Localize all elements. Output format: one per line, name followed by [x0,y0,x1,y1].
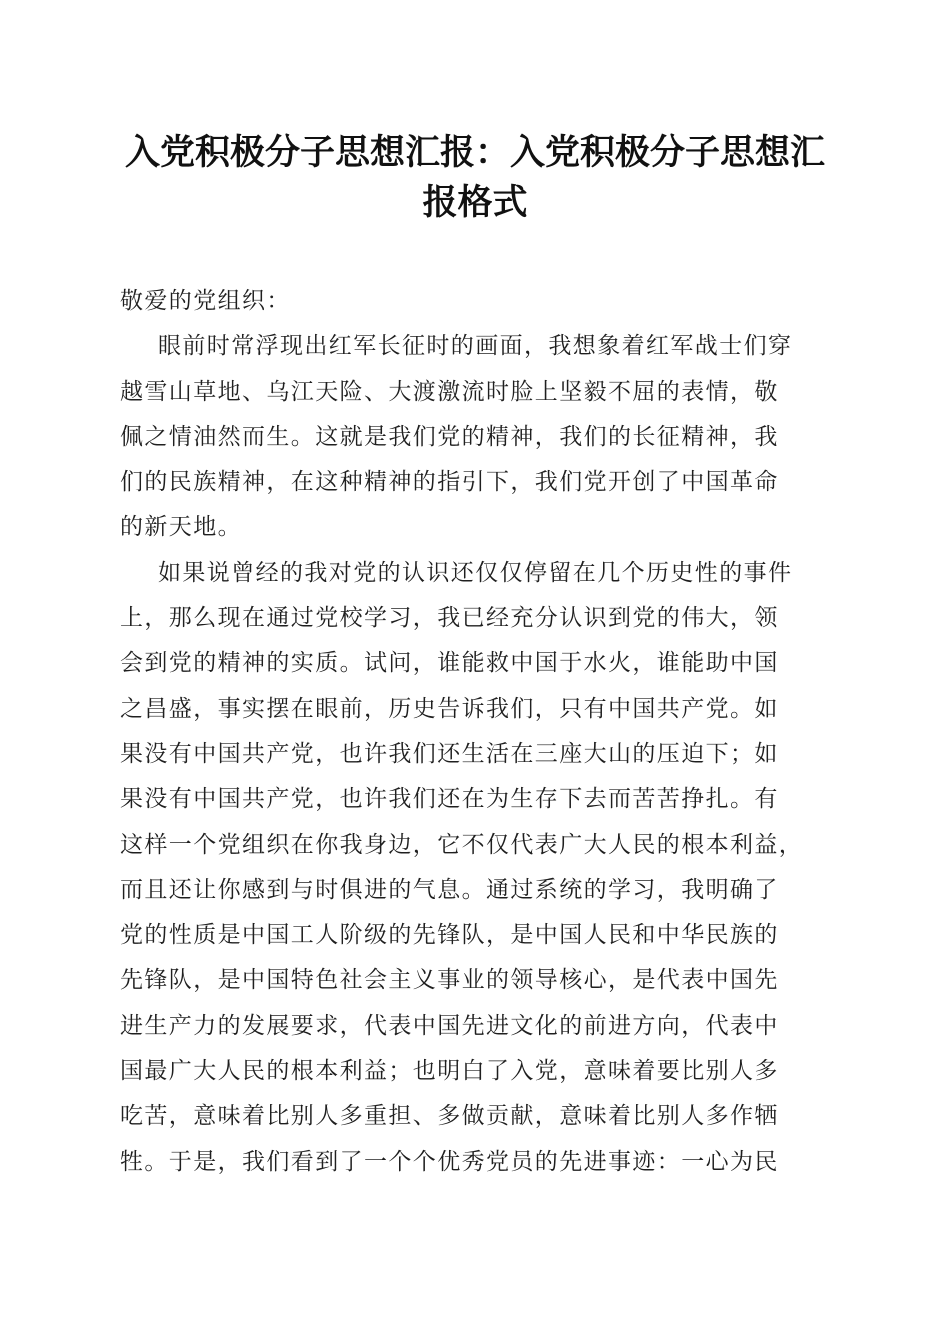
paragraph-line: 的新天地。 [120,514,242,541]
paragraph-line: 进生产力的发展要求，代表中国先进文化的前进方向，代表中 [120,1012,779,1039]
paragraph-line: 吃苦，意味着比别人多重担、多做贡献，意味着比别人多作牺 [120,1103,779,1130]
paragraph-line: 之昌盛，事实摆在眼前，历史告诉我们，只有中国共产党。如 [120,695,779,722]
paragraph-2 [120,551,840,1185]
paragraph-line: 先锋队，是中国特色社会主义事业的领导核心，是代表中国先 [120,967,779,994]
paragraph-line: 这样一个党组织在你我身边，它不仅代表广大人民的根本利益， [120,831,804,858]
paragraph-line: 会到党的精神的实质。试问，谁能救中国于水火，谁能助中国 [120,650,779,677]
document-body [120,279,840,1185]
title-line: 报格式 [422,182,528,223]
paragraph-line: 牲。于是，我们看到了一个个优秀党员的先进事迹：一心为民 [120,1148,779,1175]
document-title [110,128,840,228]
paragraph-line: 佩之情油然而生。这就是我们党的精神，我们的长征精神，我 [120,423,779,450]
paragraph-1 [120,324,840,550]
paragraph-line: 果没有中国共产党，也许我们还生活在三座大山的压迫下；如 [120,740,779,767]
paragraph-line: 越雪山草地、乌江天险、大渡激流时脸上坚毅不屈的表情，敬 [120,378,779,405]
title-line: 入党积极分子思想汇报：入党积极分子思想汇 [124,132,825,173]
paragraph-line: 眼前时常浮现出红军长征时的画面，我想象着红军战士们穿 [158,333,793,360]
salutation: 敬爱的党组织： [120,288,291,314]
paragraph-line: 而且还让你感到与时俱进的气息。通过系统的学习，我明确了 [120,876,779,903]
paragraph-line: 党的性质是中国工人阶级的先锋队，是中国人民和中华民族的 [120,922,779,949]
paragraph-line: 上，那么现在通过党校学习，我已经充分认识到党的伟大，领 [120,605,779,632]
paragraph-line: 国最广大人民的根本利益；也明白了入党，意味着要比别人多 [120,1058,779,1085]
paragraph-line: 果没有中国共产党，也许我们还在为生存下去而苦苦挣扎。有 [120,786,779,813]
paragraph-line: 如果说曾经的我对党的认识还仅仅停留在几个历史性的事件 [158,559,793,586]
paragraph-line: 们的民族精神，在这种精神的指引下，我们党开创了中国革命 [120,469,779,496]
